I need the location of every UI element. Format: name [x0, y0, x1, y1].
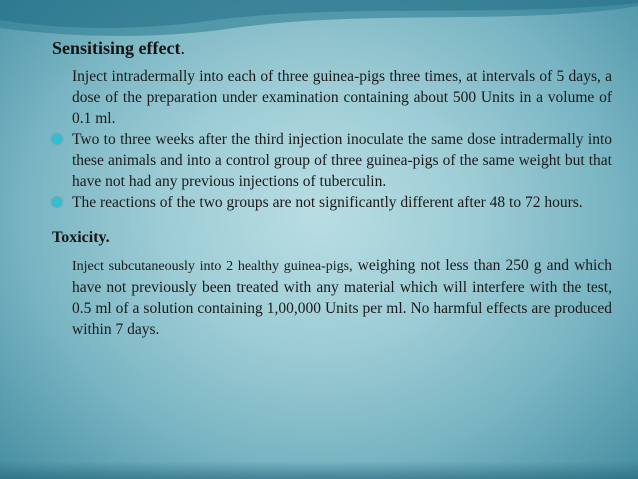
bullet-item-1: [52, 129, 612, 192]
sensitising-intro-paragraph: Inject intradermally into each of three guinea-pigs three times, at intervals of 5 days, a dose of the preparation under examination containing about 500 Units in a volume of 0.1 ml.: [72, 68, 612, 127]
bullet-item-2: [52, 192, 612, 213]
sensitising-heading-text: Sensitising effect: [52, 38, 181, 58]
bullet-text-1: Two to three weeks after the third injection inoculate the same dose intradermally into these animals and into a control group of three guinea-pigs of the same weight but that have not had any previous injections of tuberculin.: [72, 131, 612, 190]
footer-shade-decoration: [0, 461, 638, 479]
sensitising-heading-suffix: .: [180, 38, 185, 58]
toxicity-text-rest: weighing not less than 250 g and which have not previously been treated with any material which will interfere with the test, 0.5 ml of a solution containing 1,00,000 Units per ml. No harmful effects are produced within 7 days.: [72, 257, 612, 338]
toxicity-paragraph: [52, 255, 612, 340]
bullet-icon: [52, 197, 62, 207]
toxicity-text-small: Inject subcutaneously into 2 healthy guinea-pigs,: [72, 259, 353, 274]
bullet-icon: [52, 134, 62, 144]
slide-content: [52, 37, 612, 340]
toxicity-heading: Toxicity.: [52, 229, 110, 246]
bullet-text-2: The reactions of the two groups are not significantly different after 48 to 72 hours.: [72, 194, 583, 211]
sensitising-effect-heading: [52, 37, 612, 59]
section-spacer: [52, 213, 612, 227]
header-wave-decoration: [0, 0, 638, 40]
